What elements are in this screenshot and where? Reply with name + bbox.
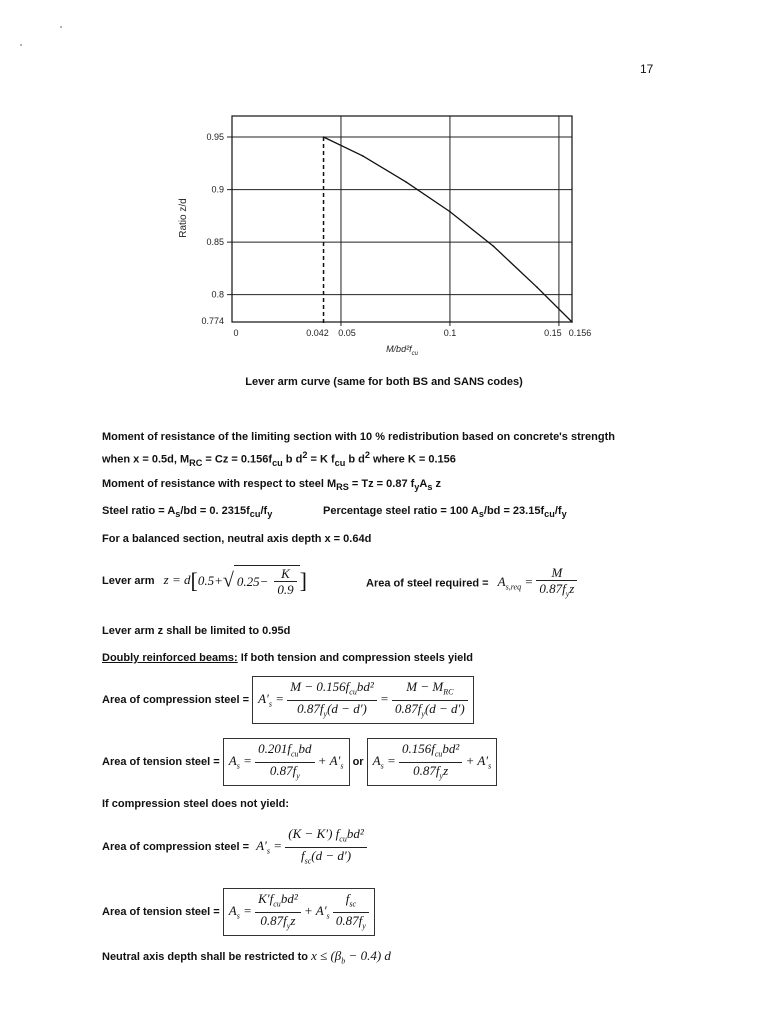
ny-compression-steel-row: Area of compression steel = $A'_s$ = $\frac{(K - K') f_{cu}bd^2}{f_{sc}(d - d')}$ (102, 826, 367, 868)
tension-steel-formula-2: $A_s$ = $\frac{0.156f_{cu}bd^2}{0.87f_yz}$ + $A'_s$ (367, 738, 498, 786)
lever-arm-formula: z = d[0.5+√ 0.25− $\frac{K}{0.9}$ ] (163, 566, 307, 597)
y-axis-label: Ratio z/d (178, 198, 189, 238)
ny-tension-steel-row: Area of tension steel = $A_s$ = $\frac{K'f_{cu}bd^2}{0.87f_yz}$ + $A'_s$ $\frac{f_{sc}}{0.87f_y}$ (102, 888, 375, 936)
x-tick-label: 0.05 (338, 328, 356, 338)
x-tick-label: 0.1 (443, 328, 457, 338)
y-tick-label: 0.9 (211, 184, 224, 195)
compression-steel-row: Area of compression steel = $A'_s$ = $\frac{M - 0.156f_{cu}bd^2}{0.87f_y(d - d')}$ = $\frac{M - M_{RC}}{0.87f_y(d - d')}$ (102, 676, 474, 724)
steel-ratio-line: Steel ratio = $A_s/bd = 0$. $2315f_{cu}/f_y$ (102, 505, 273, 520)
neutral-axis-line: Neutral axis depth shall be restricted to $x \le (\beta_b - 0.4)$ d (102, 948, 391, 966)
moment-steel-line: Moment of resistance with respect to steel $M_{RS} = Tz = 0.87$ $f_yA_s$ z (102, 478, 441, 493)
percentage-steel-ratio: Percentage steel ratio = 100 $A_s/bd = 23.15f_{cu}/f_y$ (323, 505, 567, 520)
chart-caption: Lever arm curve (same for both BS and SANS codes) (245, 376, 523, 388)
tension-steel-formula-1: $A_s$ = $\frac{0.201f_{cu}bd}{0.87f_y}$ + $A'_s$ (223, 738, 350, 786)
tension-steel-row: Area of tension steel = $A_s$ = $\frac{0.201f_{cu}bd}{0.87f_y}$ + $A'_s$ or $A_s$ = $\frac{0.156f_{cu}bd^2}{0.87f_yz}$ + $A'_s$ (102, 738, 497, 786)
lever-arm-chart (170, 108, 610, 368)
lever-arm-label: Lever arm (102, 575, 155, 587)
chart-reference-lines (323, 136, 573, 326)
chart-grid (227, 116, 572, 326)
x-tick-label: 0.15 (544, 328, 562, 338)
scan-speck (60, 26, 62, 28)
limiting-section-line-1: Moment of resistance of the limiting section with 10 % redistribution based on concrete's strength (102, 431, 615, 443)
x-tick-label: 0.156 (568, 328, 592, 338)
scan-speck (20, 44, 22, 46)
x-tick-label: 0 (233, 328, 239, 338)
limiting-section-line-2: when x = 0.5d, $M_{RC} = Cz = 0.156f_{cu}$ b $d^2 = K$ $f_{cu}$ b $d^2$ where K = 0.156 (102, 450, 456, 468)
lever-arm-limit-line: Lever arm z shall be limited to 0.95d (102, 625, 291, 637)
ny-tension-steel-formula: $A_s$ = $\frac{K'f_{cu}bd^2}{0.87f_yz}$ + $A'_s$ $\frac{f_{sc}}{0.87f_y}$ (223, 888, 375, 936)
x-tick-label: 0.042 (306, 328, 329, 338)
y-tick-label: 0.95 (206, 132, 224, 143)
x-axis-ticks (233, 328, 591, 338)
ny-compression-steel-formula: $A'_s$ = $\frac{(K - K') f_{cu}bd^2}{f_{sc}(d - d')}$ (256, 838, 367, 853)
area-steel-required-row: Area of steel required = $A_{s,req}$ = $\frac{M}{0.87f_yz}$ (366, 565, 577, 602)
neutral-axis-formula: $x \le (\beta_b - 0.4)$ d (311, 948, 391, 966)
x-axis-label: $M/bd^2f_{cu}$ (386, 344, 418, 357)
chart-frame (232, 116, 572, 322)
lever-arm-row (102, 565, 307, 597)
balanced-section-line: For a balanced section, neutral axis depth x = 0.64d (102, 533, 372, 545)
doubly-reinforced-heading: Doubly reinforced beams: If both tension and compression steels yield (102, 652, 474, 664)
y-tick-label: 0.8 (211, 289, 224, 300)
y-tick-label: 0.85 (206, 237, 224, 248)
plot-area-border (232, 116, 572, 322)
no-yield-heading: If compression steel does not yield: (102, 798, 290, 810)
page-number: 17 (640, 62, 654, 76)
y-tick-label: 0.774 (201, 316, 224, 326)
compression-steel-formula: $A'_s$ = $\frac{M - 0.156f_{cu}bd^2}{0.87f_y(d - d')}$ = $\frac{M - M_{RC}}{0.87f_y(d - d')}$ (252, 676, 474, 724)
y-axis-ticks (201, 132, 224, 326)
